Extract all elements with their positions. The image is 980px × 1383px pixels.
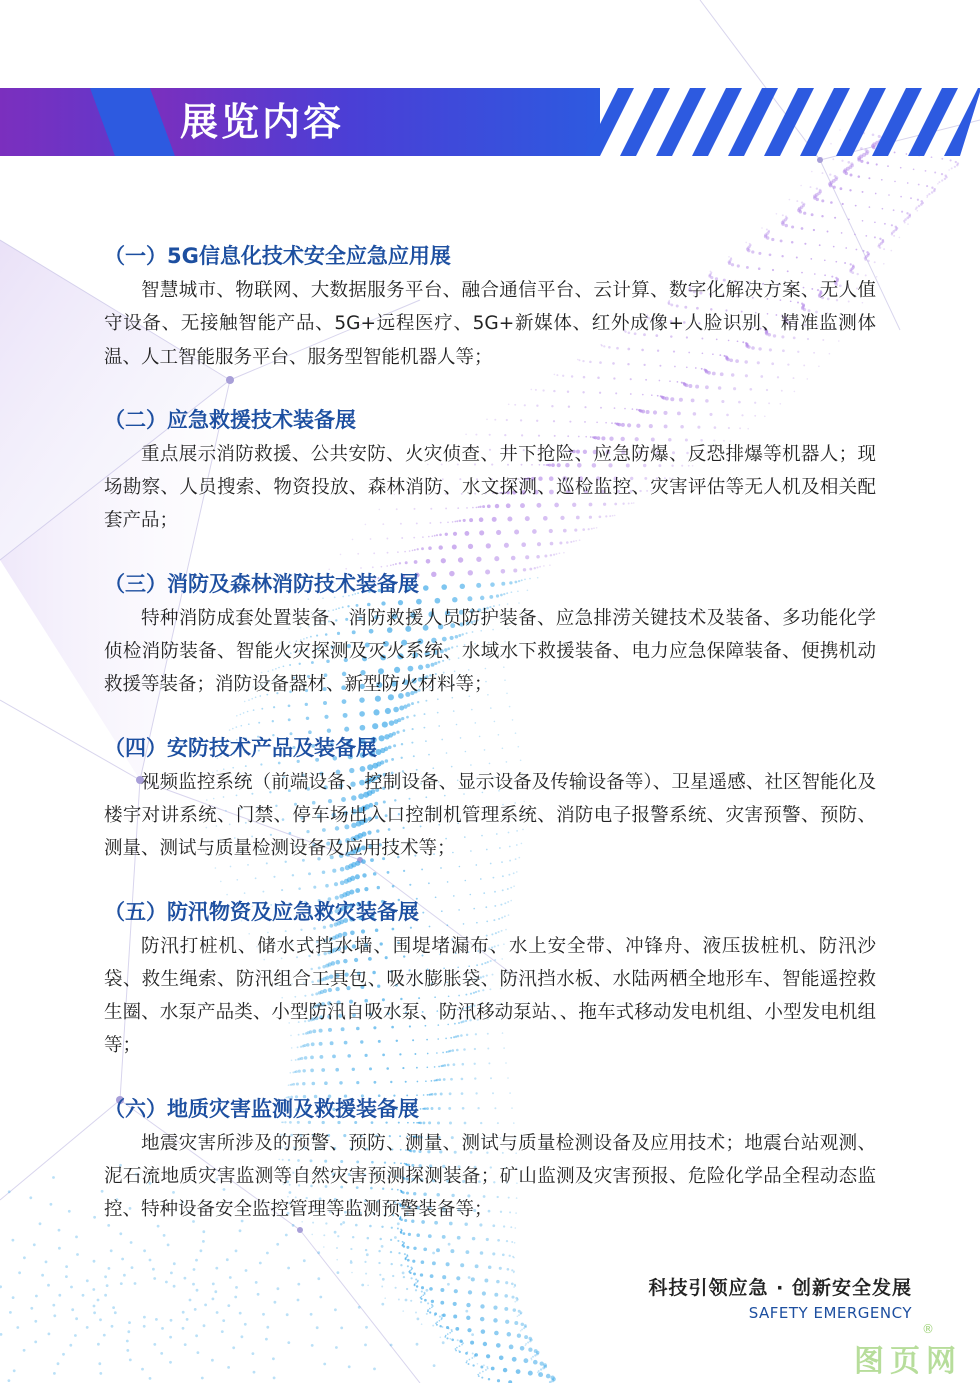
section-body: 重点展示消防救援、公共安防、火灾侦查、井下抢险、应急防爆、反恐排爆等机器人；现场勘察、人员搜索、物资投放、森林消防、水文探测、巡检监控、灾害评估等无人机及相关配套产品； bbox=[104, 443, 876, 532]
page-title: 展览内容 bbox=[180, 100, 345, 144]
section-body: 地震灾害所涉及的预警、预防、测量、测试与质量检测设备及应用技术；地震台站观测、泥石流地质灾害监测等自然灾害预测探测装备；矿山监测及灾害预报、危险化学品全程动态监控、特种设备安全监控管理等监测预警装备等； bbox=[104, 1132, 876, 1221]
footer-slogan: 科技引领应急 · 创新安全发展 bbox=[648, 1277, 912, 1299]
section-body: 防汛打桩机、储水式挡水墙、围堤堵漏布、水上安全带、冲锋舟、液压拔桩机、防汛沙袋、救生绳索、防汛组合工具包、吸水膨胀袋、防汛挡水板、水陆两栖全地形车、智能遥控救生圈、水泵产品类、小型防汛自吸水泵、防汛移动泵站、、拖车式移动发电机组、小型发电机组等； bbox=[104, 935, 876, 1057]
section-heading: （一）5G信息化技术安全应急应用展 bbox=[104, 244, 451, 268]
section-security bbox=[104, 732, 876, 866]
content-area bbox=[104, 240, 876, 1257]
section-fire-fighting bbox=[104, 568, 876, 702]
section-body: 视频监控系统（前端设备、控制设备、显示设备及传输设备等）、卫星遥感、社区智能化及楼宇对讲系统、门禁、停车场出入口控制机管理系统、消防电子报警系统、灾害预警、预防、测量、测试与质量检测设备及应用技术等； bbox=[104, 771, 876, 860]
section-heading: （二）应急救援技术装备展 bbox=[104, 407, 356, 432]
section-heading: （六）地质灾害监测及救援装备展 bbox=[104, 1096, 419, 1121]
section-heading: （三）消防及森林消防技术装备展 bbox=[104, 571, 419, 596]
footer-english: SAFETY EMERGENCY bbox=[748, 1304, 912, 1322]
section-5g bbox=[104, 240, 876, 374]
banner-stripes bbox=[584, 88, 980, 156]
header-banner bbox=[0, 88, 980, 156]
section-heading: （五）防汛物资及应急救灾装备展 bbox=[104, 899, 419, 924]
section-flood-control bbox=[104, 896, 876, 1063]
section-heading: （四）安防技术产品及装备展 bbox=[104, 735, 377, 760]
registered-mark-icon: ® bbox=[922, 1322, 934, 1336]
watermark-logo: 图页网 bbox=[854, 1344, 962, 1379]
section-body: 特种消防成套处置装备、消防救援人员防护装备、应急排涝关键技术及装备、多功能化学侦检消防装备、智能火灾探测及灭火系统、水域水下救援装备、电力应急保障装备、便携机动救援等装备；消防设备器材、新型防火材料等； bbox=[104, 607, 876, 696]
section-rescue-equipment bbox=[104, 404, 876, 538]
section-geological bbox=[104, 1093, 876, 1227]
section-body: 智慧城市、物联网、大数据服务平台、融合通信平台、云计算、数字化解决方案、无人值守设备、无接触智能产品、5G+远程医疗、5G+新媒体、红外成像+人脸识别、精准监测体温、人工智能服务平台、服务型智能机器人等； bbox=[104, 280, 876, 368]
